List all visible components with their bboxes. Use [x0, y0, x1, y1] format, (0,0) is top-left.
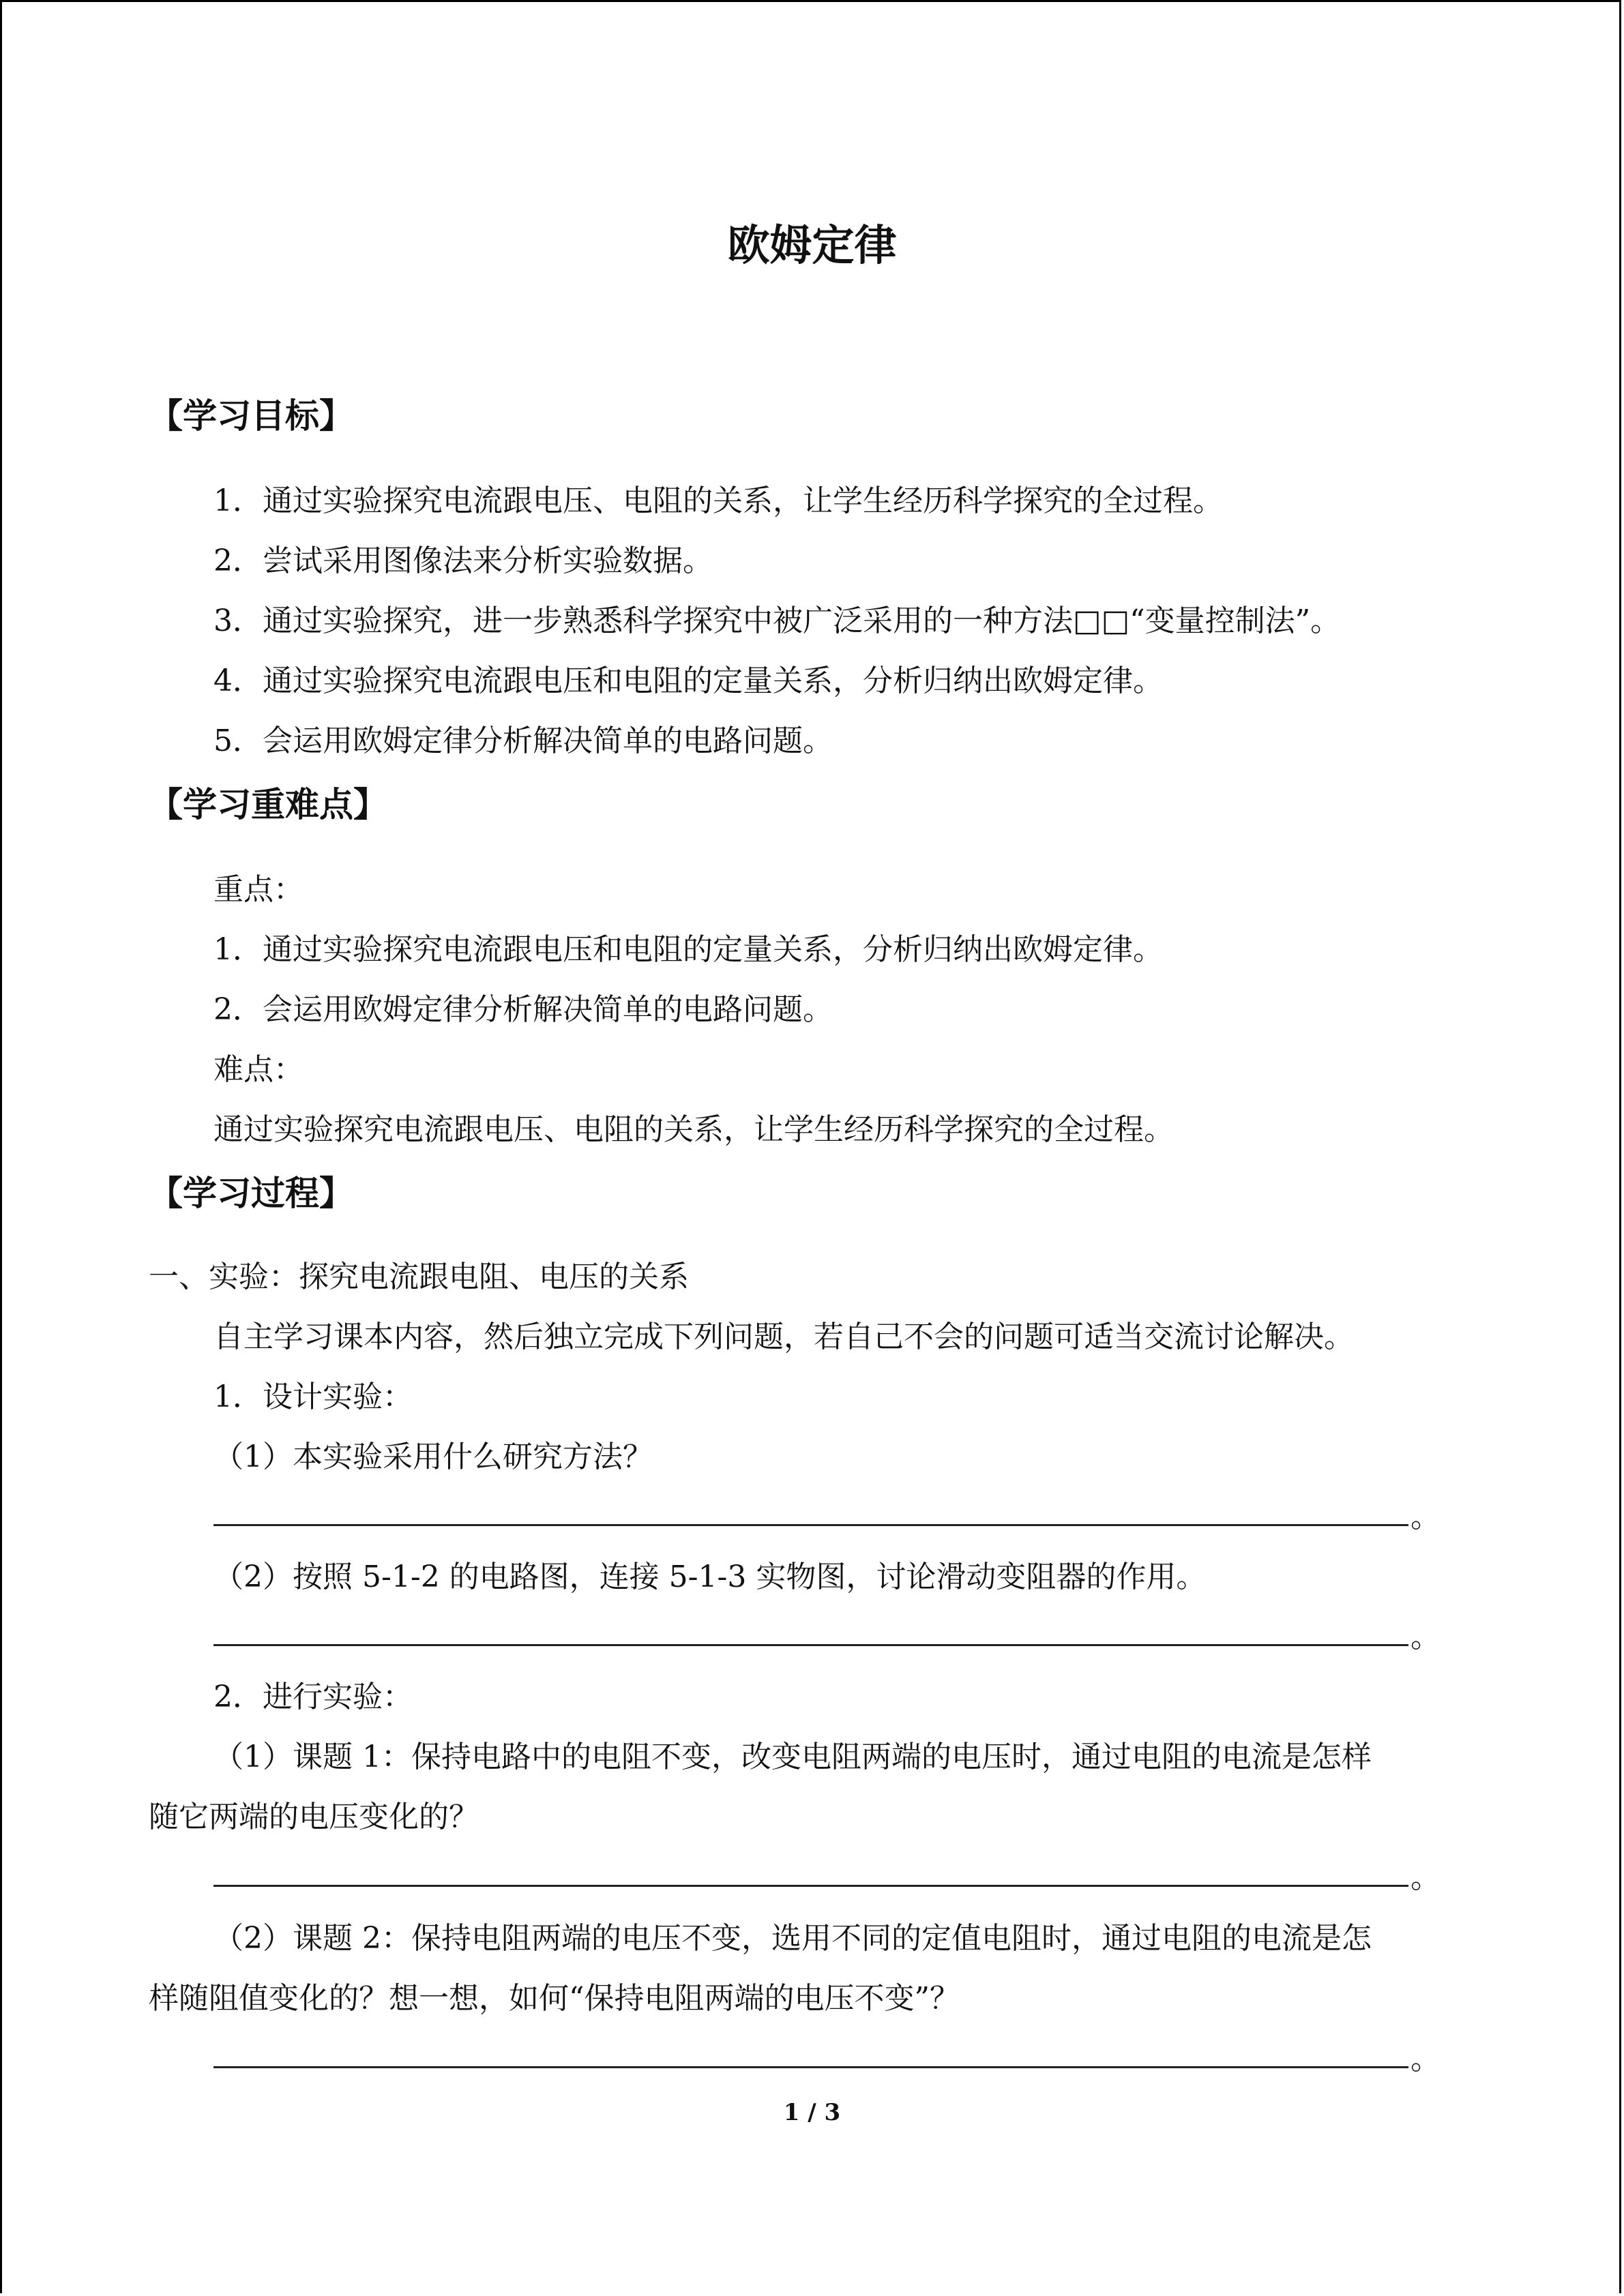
answer-blank-3[interactable] [213, 1885, 1408, 1887]
question-1: （1）本实验采用什么研究方法？ [213, 1440, 653, 1474]
objective-item: 1．通过实验探究电流跟电压、电阻的关系，让学生经历科学探究的全过程。 [213, 483, 1223, 518]
answer-blank-1[interactable] [213, 1524, 1408, 1526]
blank-period: 。 [1411, 1500, 1441, 1534]
conduct-label: 2．进行实验： [213, 1680, 413, 1714]
task-1-line-2: 随它两端的电压变化的？ [149, 1800, 479, 1834]
process-heading: 【学习过程】 [149, 1174, 353, 1213]
task-2-line-1: （2）课题 2：保持电阻两端的电压不变，选用不同的定值电阻时，通过电阻的电流是怎 [213, 1921, 1372, 1956]
design-label: 1．设计实验： [213, 1380, 413, 1414]
page-number: 1 / 3 [783, 2099, 841, 2126]
blank-period: 。 [1411, 1620, 1441, 1654]
process-intro: 自主学习课本内容，然后独立完成下列问题，若自己不会的问题可适当交流讨论解决。 [213, 1320, 1354, 1354]
key-points-heading: 【学习重难点】 [149, 785, 387, 824]
section1-title: 一、实验：探究电流跟电阻、电压的关系 [149, 1259, 689, 1294]
objectives-heading: 【学习目标】 [149, 396, 353, 436]
objective-item: 2．尝试采用图像法来分析实验数据。 [213, 543, 713, 578]
difficulty-label: 难点： [213, 1052, 304, 1087]
objective-item: 5．会运用欧姆定律分析解决简单的电路问题。 [213, 724, 833, 758]
answer-blank-4[interactable] [213, 2066, 1408, 2068]
key-item: 2．会运用欧姆定律分析解决简单的电路问题。 [213, 992, 833, 1027]
document-title: 欧姆定律 [727, 220, 897, 270]
blank-period: 。 [1411, 2042, 1441, 2076]
key-label: 重点： [213, 872, 304, 907]
objective-item: 3．通过实验探究，进一步熟悉科学探究中被广泛采用的一种方法□□“变量控制法”。 [213, 603, 1341, 638]
question-2: （2）按照 5-1-2 的电路图，连接 5-1-3 实物图，讨论滑动变阻器的作用。 [213, 1560, 1207, 1594]
task-1-line-1: （1）课题 1：保持电路中的电阻不变，改变电阻两端的电压时，通过电阻的电流是怎样 [213, 1740, 1372, 1774]
answer-blank-2[interactable] [213, 1644, 1408, 1646]
objective-item: 4．通过实验探究电流跟电压和电阻的定量关系，分析归纳出欧姆定律。 [213, 664, 1163, 698]
blank-period: 。 [1411, 1860, 1441, 1895]
key-item: 1．通过实验探究电流跟电压和电阻的定量关系，分析归纳出欧姆定律。 [213, 932, 1163, 967]
task-2-line-2: 样随阻值变化的？想一想，如何“保持电阻两端的电压不变”？ [149, 1981, 960, 2016]
difficulty-text: 通过实验探究电流跟电压、电阻的关系，让学生经历科学探究的全过程。 [213, 1112, 1174, 1147]
